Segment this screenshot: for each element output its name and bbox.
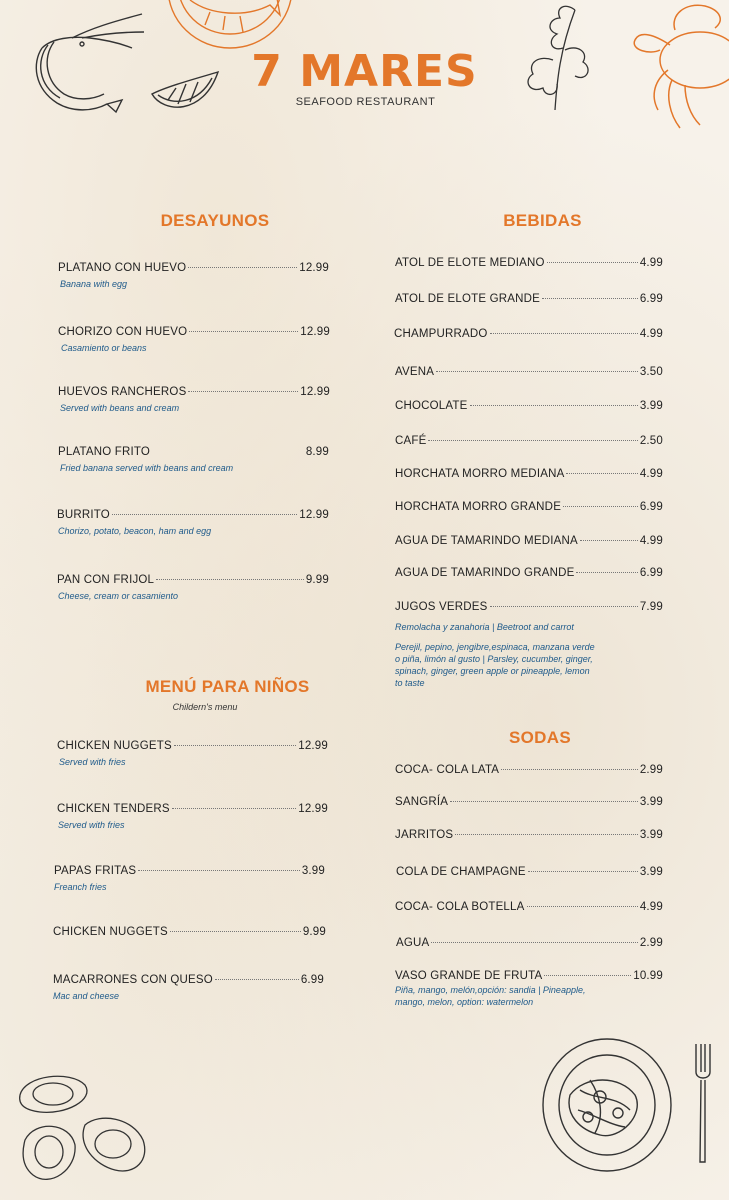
menu-item: [395, 366, 663, 378]
item-name: COCA- COLA LATA: [395, 764, 500, 776]
item-price: 3.99: [639, 829, 663, 841]
item-price: 4.99: [639, 257, 663, 269]
item-price: 3.99: [301, 865, 325, 877]
dot-leader: [138, 870, 300, 871]
menu-item: [58, 262, 329, 290]
item-name: COLA DE CHAMPAGNE: [396, 866, 526, 878]
item-name: HORCHATA MORRO GRANDE: [395, 501, 562, 513]
dot-leader: [431, 942, 637, 943]
item-price: 6.99: [639, 501, 663, 513]
dot-leader: [156, 579, 304, 580]
item-name: CHICKEN NUGGETS: [53, 926, 168, 938]
menu-item: [58, 446, 329, 474]
item-name: PLATANO CON HUEVO: [58, 262, 187, 274]
item-price: 12.99: [299, 509, 329, 521]
dot-leader: [174, 745, 296, 746]
item-price: 7.99: [639, 601, 663, 613]
item-name: BURRITO: [57, 509, 110, 521]
dot-leader: [189, 331, 298, 332]
item-price: 12.99: [298, 740, 328, 752]
dot-leader: [112, 514, 297, 515]
item-price: 2.99: [639, 764, 663, 776]
item-description: Fried banana served with beans and cream: [60, 463, 234, 473]
item-name: AVENA: [395, 366, 435, 378]
item-name: COCA- COLA BOTELLA: [395, 901, 525, 913]
menu-item: [57, 574, 329, 602]
item-price: 12.99: [300, 386, 330, 398]
item-description: Remolacha y zanahoria | Beetroot and carrot: [395, 622, 574, 632]
item-name: HUEVOS RANCHEROS: [58, 386, 187, 398]
item-price: 6.99: [639, 567, 663, 579]
menu-item: [54, 865, 325, 893]
bebidas-heading: BEBIDAS: [503, 211, 582, 230]
dot-leader: [172, 808, 297, 809]
menu-item: [395, 257, 663, 269]
item-description: Cheese, cream or casamiento: [58, 591, 179, 601]
menu-item: [395, 901, 663, 913]
item-price: 9.99: [305, 574, 329, 586]
dot-leader: [152, 451, 304, 452]
dot-leader: [188, 391, 298, 392]
item-name: CHICKEN NUGGETS: [57, 740, 172, 752]
restaurant-subtitle: SEAFOOD RESTAURANT: [295, 96, 436, 108]
menu-item: [395, 435, 663, 447]
item-description: Piña, mango, melón,opción: sandia | Pineapple, mango, melon, option: watermelon: [395, 985, 586, 1007]
item-name: SANGRÍA: [395, 796, 449, 808]
dot-leader: [580, 540, 638, 541]
dot-leader: [528, 871, 638, 872]
item-name: AGUA: [396, 937, 430, 949]
item-name: JARRITOS: [395, 829, 454, 841]
item-price: 6.99: [639, 293, 663, 305]
item-price: 3.99: [639, 796, 663, 808]
item-name: PAPAS FRITAS: [54, 865, 137, 877]
item-description: Banana with egg: [60, 279, 128, 289]
item-price: 3.99: [639, 400, 663, 412]
brand-header: [0, 48, 729, 108]
dot-leader: [544, 975, 631, 976]
menu-item: [57, 509, 329, 537]
dot-leader: [188, 267, 297, 268]
item-name: AGUA DE TAMARINDO GRANDE: [395, 567, 575, 579]
item-description: Freanch fries: [54, 882, 107, 892]
dot-leader: [436, 371, 638, 372]
menu-item: [395, 535, 663, 547]
menu-item: [395, 400, 663, 412]
menu-item: [395, 567, 663, 579]
item-price: 3.50: [639, 366, 663, 378]
menu-item: [53, 974, 324, 1002]
item-price: 8.99: [305, 446, 329, 458]
item-price: 12.99: [300, 326, 330, 338]
item-name: CHAMPURRADO: [394, 328, 488, 340]
dot-leader: [170, 931, 301, 932]
menu-item: [57, 740, 328, 768]
item-price: 2.50: [639, 435, 663, 447]
menu-item: [396, 937, 663, 949]
dot-leader: [490, 606, 638, 607]
menu-item: [58, 326, 330, 354]
item-description: Chorizo, potato, beacon, ham and egg: [58, 526, 212, 536]
ninos-note: Childern's menu: [172, 702, 238, 712]
item-description: Served with beans and cream: [60, 403, 180, 413]
menu-item: [394, 328, 663, 340]
dot-leader: [542, 298, 638, 299]
item-name: ATOL DE ELOTE GRANDE: [395, 293, 541, 305]
item-name: HORCHATA MORRO MEDIANA: [395, 468, 565, 480]
menu-item: [395, 293, 663, 305]
dot-leader: [450, 801, 638, 802]
menu-item: [395, 764, 663, 776]
item-price: 9.99: [302, 926, 326, 938]
dot-leader: [470, 405, 638, 406]
menu-item: [395, 796, 663, 808]
item-name: ATOL DE ELOTE MEDIANO: [395, 257, 545, 269]
dot-leader: [547, 262, 638, 263]
item-price: 3.99: [639, 866, 663, 878]
dot-leader: [527, 906, 638, 907]
item-name: CHICKEN TENDERS: [57, 803, 170, 815]
dot-leader: [490, 333, 638, 334]
item-price: 10.99: [633, 970, 663, 982]
menu-item: [395, 501, 663, 513]
item-name: CHOCOLATE: [395, 400, 468, 412]
pasta-plate-icon: [540, 1035, 675, 1175]
item-name: MACARRONES CON QUESO: [53, 974, 213, 986]
desayunos-heading: DESAYUNOS: [160, 211, 270, 230]
item-price: 2.99: [639, 937, 663, 949]
fish-plate-icon: [165, 0, 295, 52]
dot-leader: [563, 506, 638, 507]
item-name: CAFÉ: [395, 435, 427, 447]
restaurant-name: 7 MARES: [251, 46, 478, 97]
item-name: PAN CON FRIJOL: [57, 574, 155, 586]
menu-item: [395, 829, 663, 841]
ninos-heading: MENÚ PARA NIÑOS: [145, 677, 310, 696]
item-price: 12.99: [298, 803, 328, 815]
menu-item: [53, 926, 326, 938]
dot-leader: [576, 572, 637, 573]
dot-leader: [215, 979, 299, 980]
item-price: 4.99: [639, 901, 663, 913]
item-name: CHORIZO CON HUEVO: [58, 326, 188, 338]
dot-leader: [501, 769, 638, 770]
menu-item: [395, 468, 663, 480]
menu-item: [57, 803, 328, 831]
item-description: Served with fries: [58, 820, 125, 830]
item-name: VASO GRANDE DE FRUTA: [395, 970, 543, 982]
menu-item: [395, 970, 663, 1008]
fork-icon: [692, 1042, 714, 1167]
item-name: JUGOS VERDES: [395, 601, 488, 613]
oysters-icon: [15, 1070, 155, 1195]
item-price: 12.99: [299, 262, 329, 274]
item-description: Served with fries: [59, 757, 126, 767]
item-description-extra: Perejil, pepino, jengibre,espinaca, manzana verde o piña, limón al gusto | Parsley, cucumber, ginger, spinach, ginger, green apple or pineapple, lemon to taste: [395, 642, 595, 688]
sodas-heading: SODAS: [509, 728, 571, 747]
item-price: 4.99: [639, 328, 663, 340]
item-name: PLATANO FRITO: [58, 446, 151, 458]
dot-leader: [455, 834, 638, 835]
item-description: Mac and cheese: [53, 991, 120, 1001]
item-price: 6.99: [300, 974, 324, 986]
menu-item: [395, 601, 663, 689]
dot-leader: [566, 473, 637, 474]
menu-item: [396, 866, 663, 878]
item-description: Casamiento or beans: [61, 343, 147, 353]
dot-leader: [428, 440, 637, 441]
item-name: AGUA DE TAMARINDO MEDIANA: [395, 535, 578, 547]
item-price: 4.99: [639, 468, 663, 480]
item-price: 4.99: [639, 535, 663, 547]
menu-item: [58, 386, 330, 414]
